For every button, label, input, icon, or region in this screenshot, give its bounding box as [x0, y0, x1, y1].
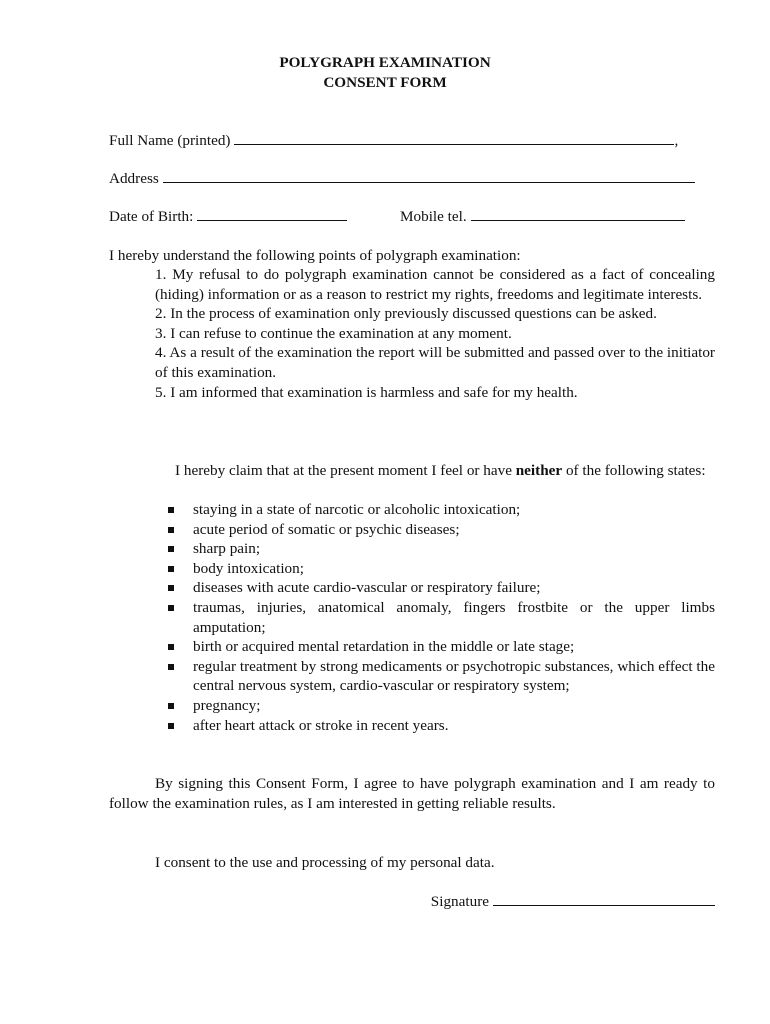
point-item: 3. I can refuse to continue the examination at any moment.	[155, 324, 512, 342]
dob-row	[109, 207, 347, 227]
point-item: 5. I am informed that examination is harmless and safe for my health.	[155, 383, 578, 401]
address-label: Address	[109, 170, 159, 187]
state-text: acute period of somatic or psychic diseases;	[193, 520, 460, 538]
state-item	[168, 578, 715, 598]
state-item	[168, 520, 715, 540]
intro-text: I hereby understand the following points of polygraph examination:	[109, 247, 521, 264]
claim-paragraph	[109, 461, 715, 481]
address-row	[109, 169, 695, 189]
mobile-row	[400, 207, 685, 227]
states-list	[168, 500, 715, 735]
square-bullet-icon	[168, 566, 174, 572]
mobile-label: Mobile tel.	[400, 208, 467, 225]
title-line-1: POLYGRAPH EXAMINATION	[279, 54, 491, 71]
signature-field[interactable]	[493, 892, 715, 906]
state-text: pregnancy;	[193, 696, 261, 714]
full-name-label: Full Name (printed)	[109, 132, 231, 149]
full-name-row	[109, 131, 678, 151]
dob-label: Date of Birth:	[109, 208, 194, 225]
data-consent-paragraph: I consent to the use and processing of my personal data.	[155, 854, 495, 871]
state-text: after heart attack or stroke in recent years.	[193, 716, 449, 734]
numbered-points	[155, 265, 715, 402]
full-name-trailing-comma: ,	[674, 132, 679, 149]
square-bullet-icon	[168, 585, 174, 591]
claim-bold: neither	[515, 462, 563, 479]
agreement-paragraph: By signing this Consent Form, I agree to have polygraph examination and I am ready to follow the examination rules, as I am interested in getting reliable results.	[109, 775, 715, 812]
point-item: 4. As a result of the examination the report will be submitted and passed over to the initiator of this examination.	[155, 344, 715, 381]
claim-after: of the following states:	[562, 462, 706, 479]
state-item	[168, 500, 715, 520]
square-bullet-icon	[168, 703, 174, 709]
state-item	[168, 637, 715, 657]
state-text: staying in a state of narcotic or alcoholic intoxication;	[193, 501, 521, 518]
address-field[interactable]	[163, 169, 695, 183]
square-bullet-icon	[168, 527, 174, 533]
square-bullet-icon	[168, 644, 174, 650]
dob-field[interactable]	[197, 207, 347, 221]
full-name-field[interactable]	[234, 131, 674, 145]
title-line-2: CONSENT FORM	[323, 73, 447, 91]
signature-row	[431, 892, 715, 912]
square-bullet-icon	[168, 507, 174, 513]
state-text: body intoxication;	[193, 559, 304, 577]
square-bullet-icon	[168, 605, 174, 611]
state-text: traumas, injuries, anatomical anomaly, fingers frostbite or the upper limbs amputation;	[193, 598, 715, 636]
state-text: birth or acquired mental retardation in the middle or late stage;	[193, 638, 575, 656]
state-item	[168, 696, 715, 716]
state-item	[168, 598, 715, 637]
square-bullet-icon	[168, 664, 174, 670]
claim-before: I hereby claim that at the present moment I feel or have	[175, 462, 516, 479]
state-item	[168, 539, 715, 559]
point-item: 1. My refusal to do polygraph examination cannot be considered as a fact of concealing (hiding) information or as a reason to restrict my rights, freedoms and legitimate interests.	[155, 266, 715, 303]
signature-label: Signature	[430, 893, 489, 910]
state-item	[168, 657, 715, 696]
state-text: diseases with acute cardio-vascular or respiratory failure;	[193, 579, 541, 597]
state-item	[168, 716, 715, 736]
state-item	[168, 559, 715, 579]
square-bullet-icon	[168, 723, 174, 729]
state-text: regular treatment by strong medicaments or psychotropic substances, which effect the central nervous system, cardio-vascular or respiratory system;	[193, 657, 715, 695]
square-bullet-icon	[168, 546, 174, 552]
state-text: sharp pain;	[193, 540, 261, 558]
mobile-field[interactable]	[471, 207, 685, 221]
form-title	[0, 53, 770, 92]
point-item: 2. In the process of examination only previously discussed questions can be asked.	[155, 305, 657, 323]
